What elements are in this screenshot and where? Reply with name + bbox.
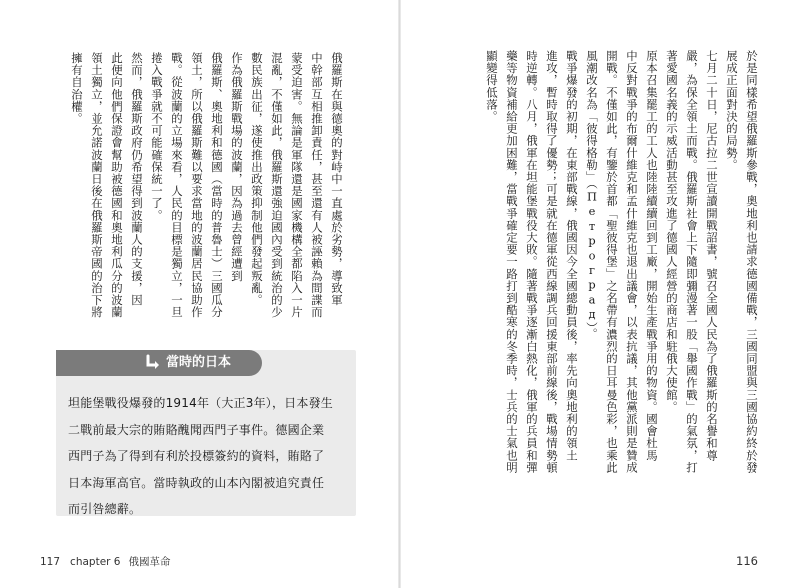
text-line: 風潮改名為「彼得格勒」（Петроград）。 <box>585 50 599 341</box>
callout-header <box>56 350 262 376</box>
text-line: 俄羅斯、奧地利和德國（當時的普魯士）三國瓜分 <box>210 52 224 319</box>
callout-line: 而引咎總辭。 <box>68 502 142 516</box>
text-line: 擁有自治權。 <box>70 52 84 125</box>
chapter-label: chapter 6 <box>70 556 121 568</box>
callout-line: 西門子為了得到有利於投標簽約的資料，賄賂了 <box>68 449 325 463</box>
left-page <box>0 0 398 588</box>
callout-body <box>68 390 350 523</box>
right-page <box>401 0 799 588</box>
left-footer <box>40 554 171 569</box>
text-line: 領土，所以俄羅斯難以要求當地的波蘭居民協助作 <box>190 52 204 319</box>
text-line: 七月二十日，尼古拉二世宣讀開戰詔書，號召全國人民為了俄羅斯的名譽和尊 <box>705 50 719 462</box>
text-line: 嚴，為保全領土而戰。俄羅斯社會上下隨即彌漫著一股「舉國作戰」的氣氛，打 <box>685 50 699 474</box>
text-line: 時逆轉。八月，俄軍在坦能堡戰役大敗。隨著戰爭逐漸白熱化，俄軍的兵員和彈 <box>525 50 539 474</box>
text-line: 蒙受迫害。無論是軍隊還是國家機構全都陷入一片 <box>290 52 304 319</box>
text-line: 進攻，暫時取得了優勢；可是就在德軍從西線調兵回援東部前線後，戰場情勢頓 <box>545 50 559 474</box>
text-line: 原本召集罷工的工人也陸陸續續回到工廠，開始生產戰爭用的物資。國會杜馬 <box>645 50 659 462</box>
text-line: 然而，俄羅斯政府仍希望得到波蘭人的支援，因 <box>130 52 144 307</box>
text-line: 混亂，不僅如此，俄羅斯還強迫國內受到統治的少 <box>270 52 284 319</box>
text-line: 作為俄羅斯戰場的波蘭，因為過去曾經遭到 <box>230 52 244 282</box>
text-line: 於是同樣希望俄羅斯參戰，奧地利也請求德國備戰，三國同盟與三國協約終於發 <box>745 50 759 474</box>
chapter-title: 俄國革命 <box>128 556 171 568</box>
text-line: 戰。從波蘭的立場來看，人民的目標是獨立，一旦 <box>170 52 184 319</box>
text-line: 開戰。不僅如此，有鑒於首都「聖彼得堡」之名帶有濃烈的日耳曼色彩，也乘此 <box>605 50 619 474</box>
text-line: 戰爭爆發的初期，在東部戰線，俄國因今全國總動員後，率先向奧地利的領土 <box>565 50 579 462</box>
text-line: 此便向他們保證會幫助被德國和奧地利瓜分的波蘭 <box>110 52 124 319</box>
sidebar-callout-box <box>56 350 356 516</box>
callout-line: 坦能堡戰役爆發的1914年（大正3年），日本發生 <box>68 396 333 410</box>
turn-arrow-icon <box>144 354 162 372</box>
text-line: 中幹部互相推卸責任，甚至還有人被誣賴為間諜而 <box>310 52 324 319</box>
left-body-text <box>40 52 347 342</box>
text-line: 著愛國名義的示威活動甚至攻進了德國人經營的商店和駐俄大使館。 <box>665 50 679 413</box>
right-body-text <box>437 50 762 510</box>
text-line: 藥等物資補給更加困難，當戰爭確定要一路打到酷寒的冬季時，士兵的士氣也明 <box>505 50 519 474</box>
text-line: 展成正面對決的局勢。 <box>725 50 739 171</box>
callout-line: 日本海軍高官。當時執政的山本內閣被追究責任 <box>68 475 325 490</box>
callout-title: 當時的日本 <box>166 355 232 370</box>
right-footer <box>736 554 758 568</box>
page-number: 117 <box>40 556 61 568</box>
text-line: 數民族出征，遂使推出政策抑制他們發起叛亂。 <box>250 52 264 307</box>
text-line: 俄羅斯在與德奧的對峙中一直處於劣勢，導致軍 <box>330 52 344 307</box>
text-line: 捲入戰爭就不可能確保統一了。 <box>150 52 164 222</box>
page-number: 116 <box>736 554 758 568</box>
text-line: 領土獨立，並允諾波蘭日後在俄羅斯帝國的治下將 <box>90 52 104 319</box>
callout-line: 二戰前最大宗的賄賂醜聞西門子事件。德國企業 <box>68 422 325 437</box>
text-line: 中反對戰爭的布爾什維克和孟什維克也退出議會，以表抗議，其他黨派則是贊成 <box>625 50 639 474</box>
text-line: 顯變得低落。 <box>485 50 499 123</box>
